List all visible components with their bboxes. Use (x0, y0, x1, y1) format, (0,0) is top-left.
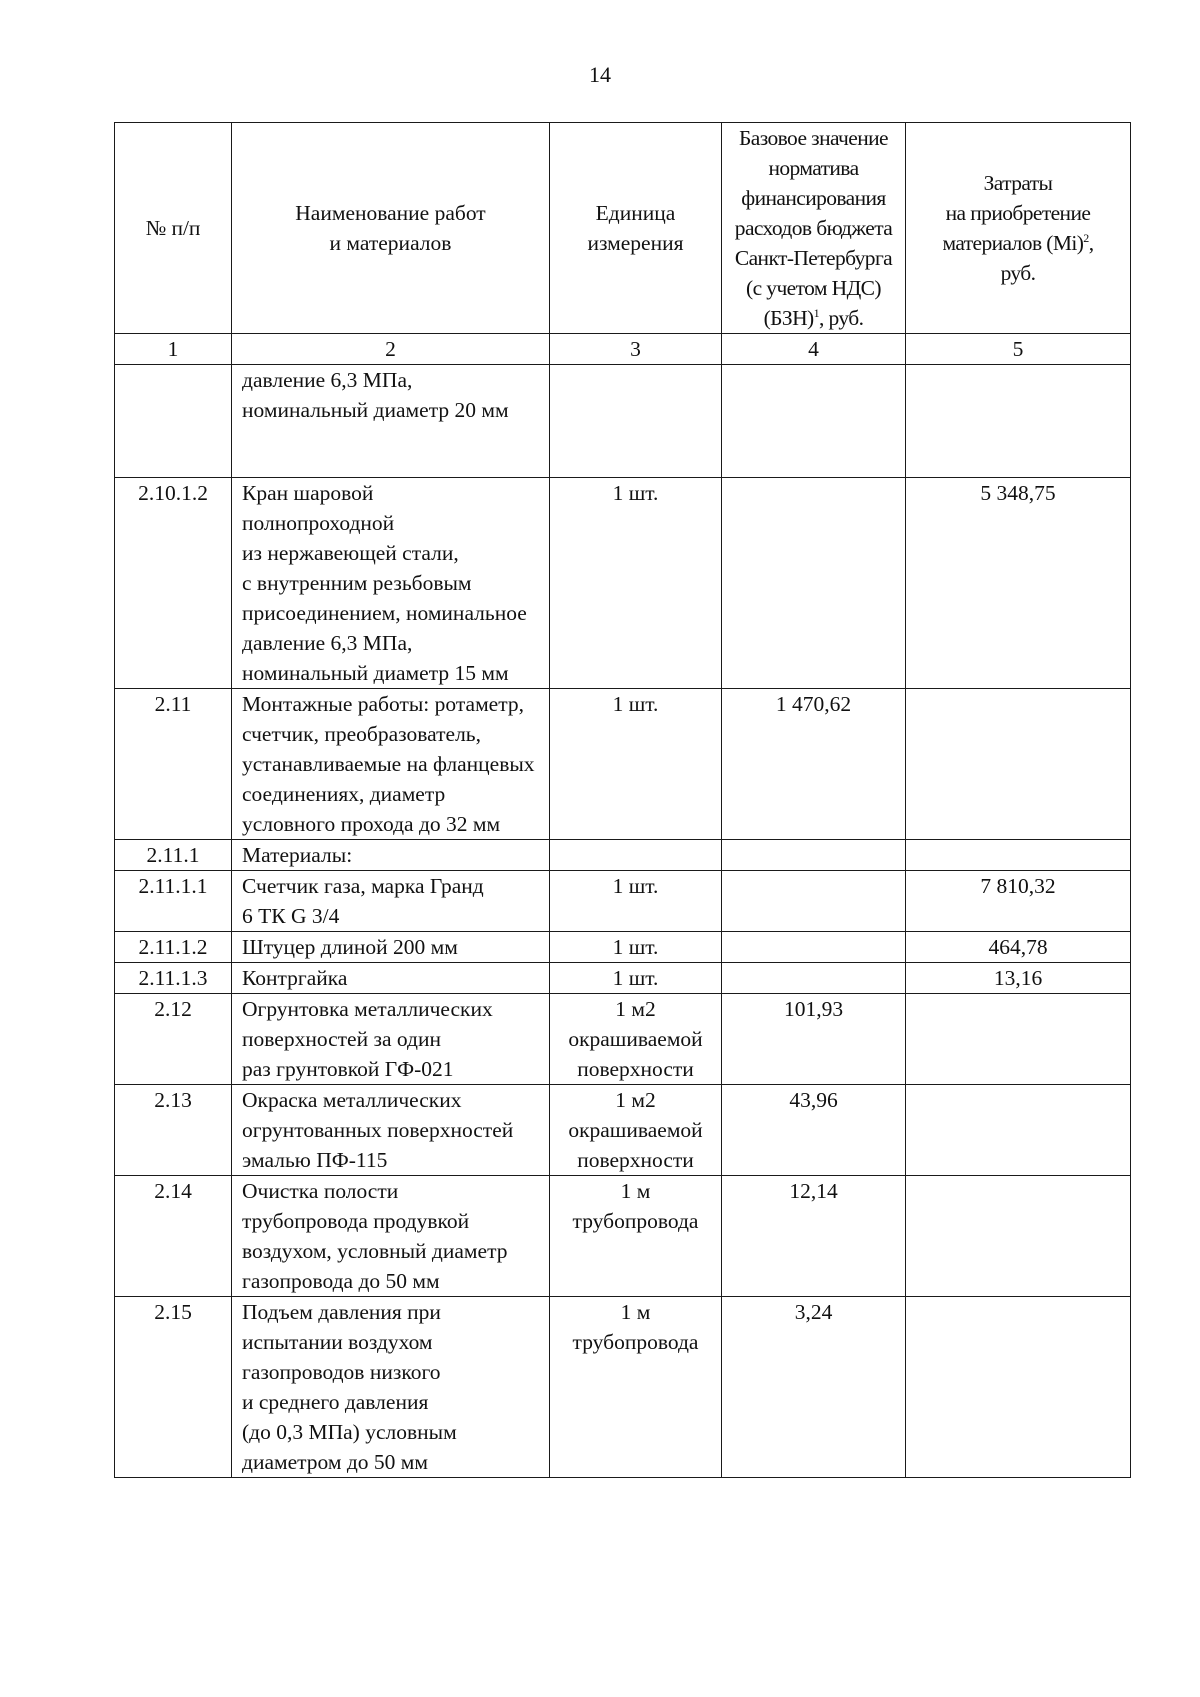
row-materials (906, 840, 1131, 871)
column-number-row (115, 334, 1131, 365)
norms-table (114, 122, 1131, 1478)
row-num: 2.10.1.2 (115, 478, 232, 689)
row-unit: 1 шт. (550, 689, 722, 840)
header-materials-tail: , руб. (1000, 231, 1094, 285)
table-row (115, 840, 1131, 871)
row-base (722, 478, 906, 689)
row-unit: 1 м2 окрашиваемой поверхности (550, 994, 722, 1085)
header-materials-text: Затраты на приобретение материалов (Mi) (942, 171, 1091, 255)
row-name: давление 6,3 МПа, номинальный диаметр 20 мм (232, 365, 550, 478)
header-base (722, 123, 906, 334)
row-num: 2.11 (115, 689, 232, 840)
header-name: Наименование работ и материалов (232, 123, 550, 334)
row-unit: 1 шт. (550, 963, 722, 994)
row-base (722, 365, 906, 478)
header-materials (906, 123, 1131, 334)
row-materials (906, 994, 1131, 1085)
column-number: 3 (550, 334, 722, 365)
row-base: 3,24 (722, 1297, 906, 1478)
row-num (115, 365, 232, 478)
table-row (115, 478, 1131, 689)
row-num: 2.15 (115, 1297, 232, 1478)
table-row (115, 1297, 1131, 1478)
table-row (115, 365, 1131, 478)
header-materials-footnote: 2 (1083, 230, 1089, 245)
table-row (115, 689, 1131, 840)
row-base: 101,93 (722, 994, 906, 1085)
table-row (115, 871, 1131, 932)
row-unit: 1 шт. (550, 478, 722, 689)
row-num: 2.11.1 (115, 840, 232, 871)
row-num: 2.11.1.3 (115, 963, 232, 994)
row-unit: 1 м трубопровода (550, 1297, 722, 1478)
row-base (722, 840, 906, 871)
column-number: 1 (115, 334, 232, 365)
row-materials: 464,78 (906, 932, 1131, 963)
row-unit (550, 365, 722, 478)
row-base: 43,96 (722, 1085, 906, 1176)
row-num: 2.11.1.1 (115, 871, 232, 932)
table-row (115, 1176, 1131, 1297)
header-base-tail: , руб. (818, 306, 864, 330)
row-num: 2.14 (115, 1176, 232, 1297)
column-number: 5 (906, 334, 1131, 365)
row-name: Огрунтовка металлических поверхностей за один раз грунтовкой ГФ-021 (232, 994, 550, 1085)
header-num: № п/п (115, 123, 232, 334)
row-name: Контргайка (232, 963, 550, 994)
row-base (722, 871, 906, 932)
row-unit: 1 шт. (550, 871, 722, 932)
table-row (115, 1085, 1131, 1176)
row-base: 12,14 (722, 1176, 906, 1297)
row-unit: 1 м2 окрашиваемой поверхности (550, 1085, 722, 1176)
row-num: 2.12 (115, 994, 232, 1085)
row-name: Штуцер длиной 200 мм (232, 932, 550, 963)
row-unit: 1 шт. (550, 932, 722, 963)
column-number: 4 (722, 334, 906, 365)
row-name: Кран шаровой полнопроходной из нержавеющей стали, с внутренним резьбовым присоединением, номинальное давление 6,3 МПа, номинальный диаметр 15 мм (232, 478, 550, 689)
row-materials (906, 365, 1131, 478)
row-num: 2.11.1.2 (115, 932, 232, 963)
table-row (115, 932, 1131, 963)
row-base (722, 963, 906, 994)
header-base-text: Базовое значение норматива финансирования расходов бюджета Санкт-Петербурга (с учетом НДС) (БЗН) (734, 126, 893, 330)
table-row (115, 963, 1131, 994)
row-materials: 5 348,75 (906, 478, 1131, 689)
row-base: 1 470,62 (722, 689, 906, 840)
row-unit: 1 м трубопровода (550, 1176, 722, 1297)
row-materials (906, 1297, 1131, 1478)
row-materials (906, 689, 1131, 840)
row-name: Материалы: (232, 840, 550, 871)
row-materials: 7 810,32 (906, 871, 1131, 932)
header-row (115, 123, 1131, 334)
row-unit (550, 840, 722, 871)
table-row (115, 994, 1131, 1085)
row-name: Счетчик газа, марка Гранд 6 ТК G 3/4 (232, 871, 550, 932)
row-num: 2.13 (115, 1085, 232, 1176)
page-number: 14 (589, 62, 611, 87)
row-name: Подъем давления при испытании воздухом газопроводов низкого и среднего давления (до 0,3 МПа) условным диаметром до 50 мм (232, 1297, 550, 1478)
row-materials: 13,16 (906, 963, 1131, 994)
header-base-footnote: 1 (813, 305, 819, 320)
row-materials (906, 1176, 1131, 1297)
row-name: Окраска металлических огрунтованных поверхностей эмалью ПФ-115 (232, 1085, 550, 1176)
column-number: 2 (232, 334, 550, 365)
row-materials (906, 1085, 1131, 1176)
row-name: Монтажные работы: ротаметр, счетчик, преобразователь, устанавливаемые на фланцевых соединениях, диаметр условного прохода до 32 мм (232, 689, 550, 840)
row-base (722, 932, 906, 963)
row-name: Очистка полости трубопровода продувкой воздухом, условный диаметр газопровода до 50 мм (232, 1176, 550, 1297)
header-unit: Единица измерения (550, 123, 722, 334)
